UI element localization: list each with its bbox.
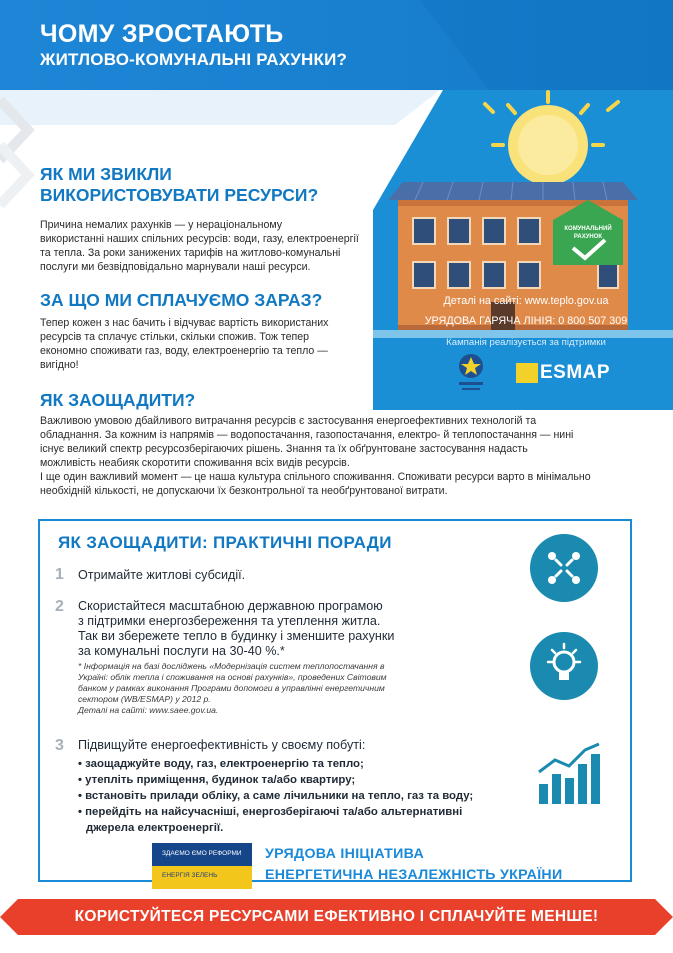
esmap-logo: ESMAP (516, 362, 610, 384)
lightbulb-icon (530, 632, 598, 700)
section1-paragraph: Причина немалих рахунків — у нераціональному використанні наших спільних ресурсів: води, газу, електроенергії та тепла. За роки занижених тарифів на житлово-комунальні послуги ми безвідповідально марнували наші ресурси. (40, 219, 359, 273)
section2-heading: ЗА ЩО МИ СПЛАЧУЄМО ЗАРАЗ? (40, 290, 323, 310)
info-hotline: УРЯДОВА ГАРЯЧА ЛІНІЯ: 0 800 507 309 (424, 315, 628, 327)
tip-number-2: 2 (55, 598, 64, 615)
section1-heading: ЯК МИ ЗВИКЛИ ВИКОРИСТОВУВАТИ РЕСУРСИ? (40, 164, 319, 205)
list-item: • заощаджуйте воду, газ, електроенергію та тепло; (78, 758, 364, 770)
tip-item-3: Підвищуйте енергоефективність у своєму побуті: (78, 738, 366, 752)
tip-item-2: Скористайтеся масштабною державною програмою з підтримки енергозбереження та утеплення житла. Так ви збережете тепло в будинку і зменшите рахунки за комунальні послуги на 30-40 %.* (78, 599, 395, 658)
list-item: • утепліть приміщення, будинок та/або квартиру; (78, 774, 356, 786)
bottom-banner (0, 899, 673, 935)
tip-item-1: Отримайте житлові субсидії. (78, 568, 246, 582)
info-site: Деталі на сайті: www.teplo.gov.ua (443, 295, 609, 307)
bottom-banner-text: КОРИСТУЙТЕСЯ РЕСУРСАМИ ЕФЕКТИВНО І СПЛАЧУЙТЕ МЕНШЕ! (74, 908, 599, 925)
initiative-flag-logo: ЗДАЄМО ЄМО РЕФОРМИ ЕНЕРГІЯ ЗЕЛЕНЬ (152, 843, 252, 889)
section2-paragraph: Тепер кожен з нас бачить і відчуває вартість використаних ресурсів та сплачує стільки, скільки спожив. Тож тепер економно споживати газ, воду, електроенергію та тепло — вигідно! (40, 317, 329, 371)
list-item: джерела електроенергії. (86, 822, 224, 834)
list-item: • перейдіть на найсучасніші, енергозберігаючі та/або альтернативні (78, 806, 463, 818)
subsidy-icon (530, 534, 598, 602)
tip-bullet-list (78, 756, 473, 836)
agency-emblem-icon (454, 352, 488, 396)
growth-chart-icon (535, 742, 605, 806)
section3-paragraph: Важливою умовою дбайливого витрачання ресурсів є застосування енергоефективних технологій та обладнання. За кожним із напрямів — водопостачання, газопостачання, електро- й теплопостачання — нині існує великий спектр ресурсозберігаючих рішень. Знання та їх обґрунтоване застосування надасть можливість неабияк скоротити споживання всіх видів ресурсів. І ще один важливий момент — це наша культура спільного споживання. Споживати ресурси варто в мінімально необхідній кількості, не допускаючи їх безконтрольної та необґрунтованої витрати. (40, 415, 591, 497)
section3-heading: ЯК ЗАОЩАДИТИ? (40, 390, 196, 410)
initiative-line2: ЕНЕРГЕТИЧНА НЕЗАЛЕЖНІСТЬ УКРАЇНИ (265, 867, 563, 883)
page-title-line2: ЖИТЛОВО-КОМУНАЛЬНІ РАХУНКИ? (40, 50, 348, 69)
info-support: Кампанія реалізується за підтримки (446, 337, 606, 348)
partner-logos (440, 352, 630, 396)
page-title-line1: ЧОМУ ЗРОСТАЮТЬ (40, 20, 284, 48)
tips-title: ЯК ЗАОЩАДИТИ: ПРАКТИЧНІ ПОРАДИ (58, 533, 392, 552)
chevron-decoration-icon (0, 90, 40, 210)
list-item: • встановіть прилади обліку, а саме лічильники на тепло, газ та воду; (78, 790, 474, 802)
esmap-square-icon (516, 363, 538, 383)
sign-text-line1: КОМУНАЛЬНИЙ (564, 226, 612, 232)
tip-number-3: 3 (55, 737, 64, 754)
sign-text-line2: РАХУНОК (573, 234, 603, 240)
tip-footnote: * Інформація на базі досліджень «Модернізація систем теплопостачання в Україні: облік тепла і споживання на основі рахунків», проведених Світовим банком у рамках виконання Програми допомоги в управлінні енергетичним сектором (WB/ESMAP) у 2012 р. Деталі на сайті: www.saee.gov.ua. (78, 661, 387, 715)
initiative-line1: УРЯДОВА ІНІЦІАТИВА (265, 846, 425, 862)
tip-number-1: 1 (55, 566, 64, 583)
